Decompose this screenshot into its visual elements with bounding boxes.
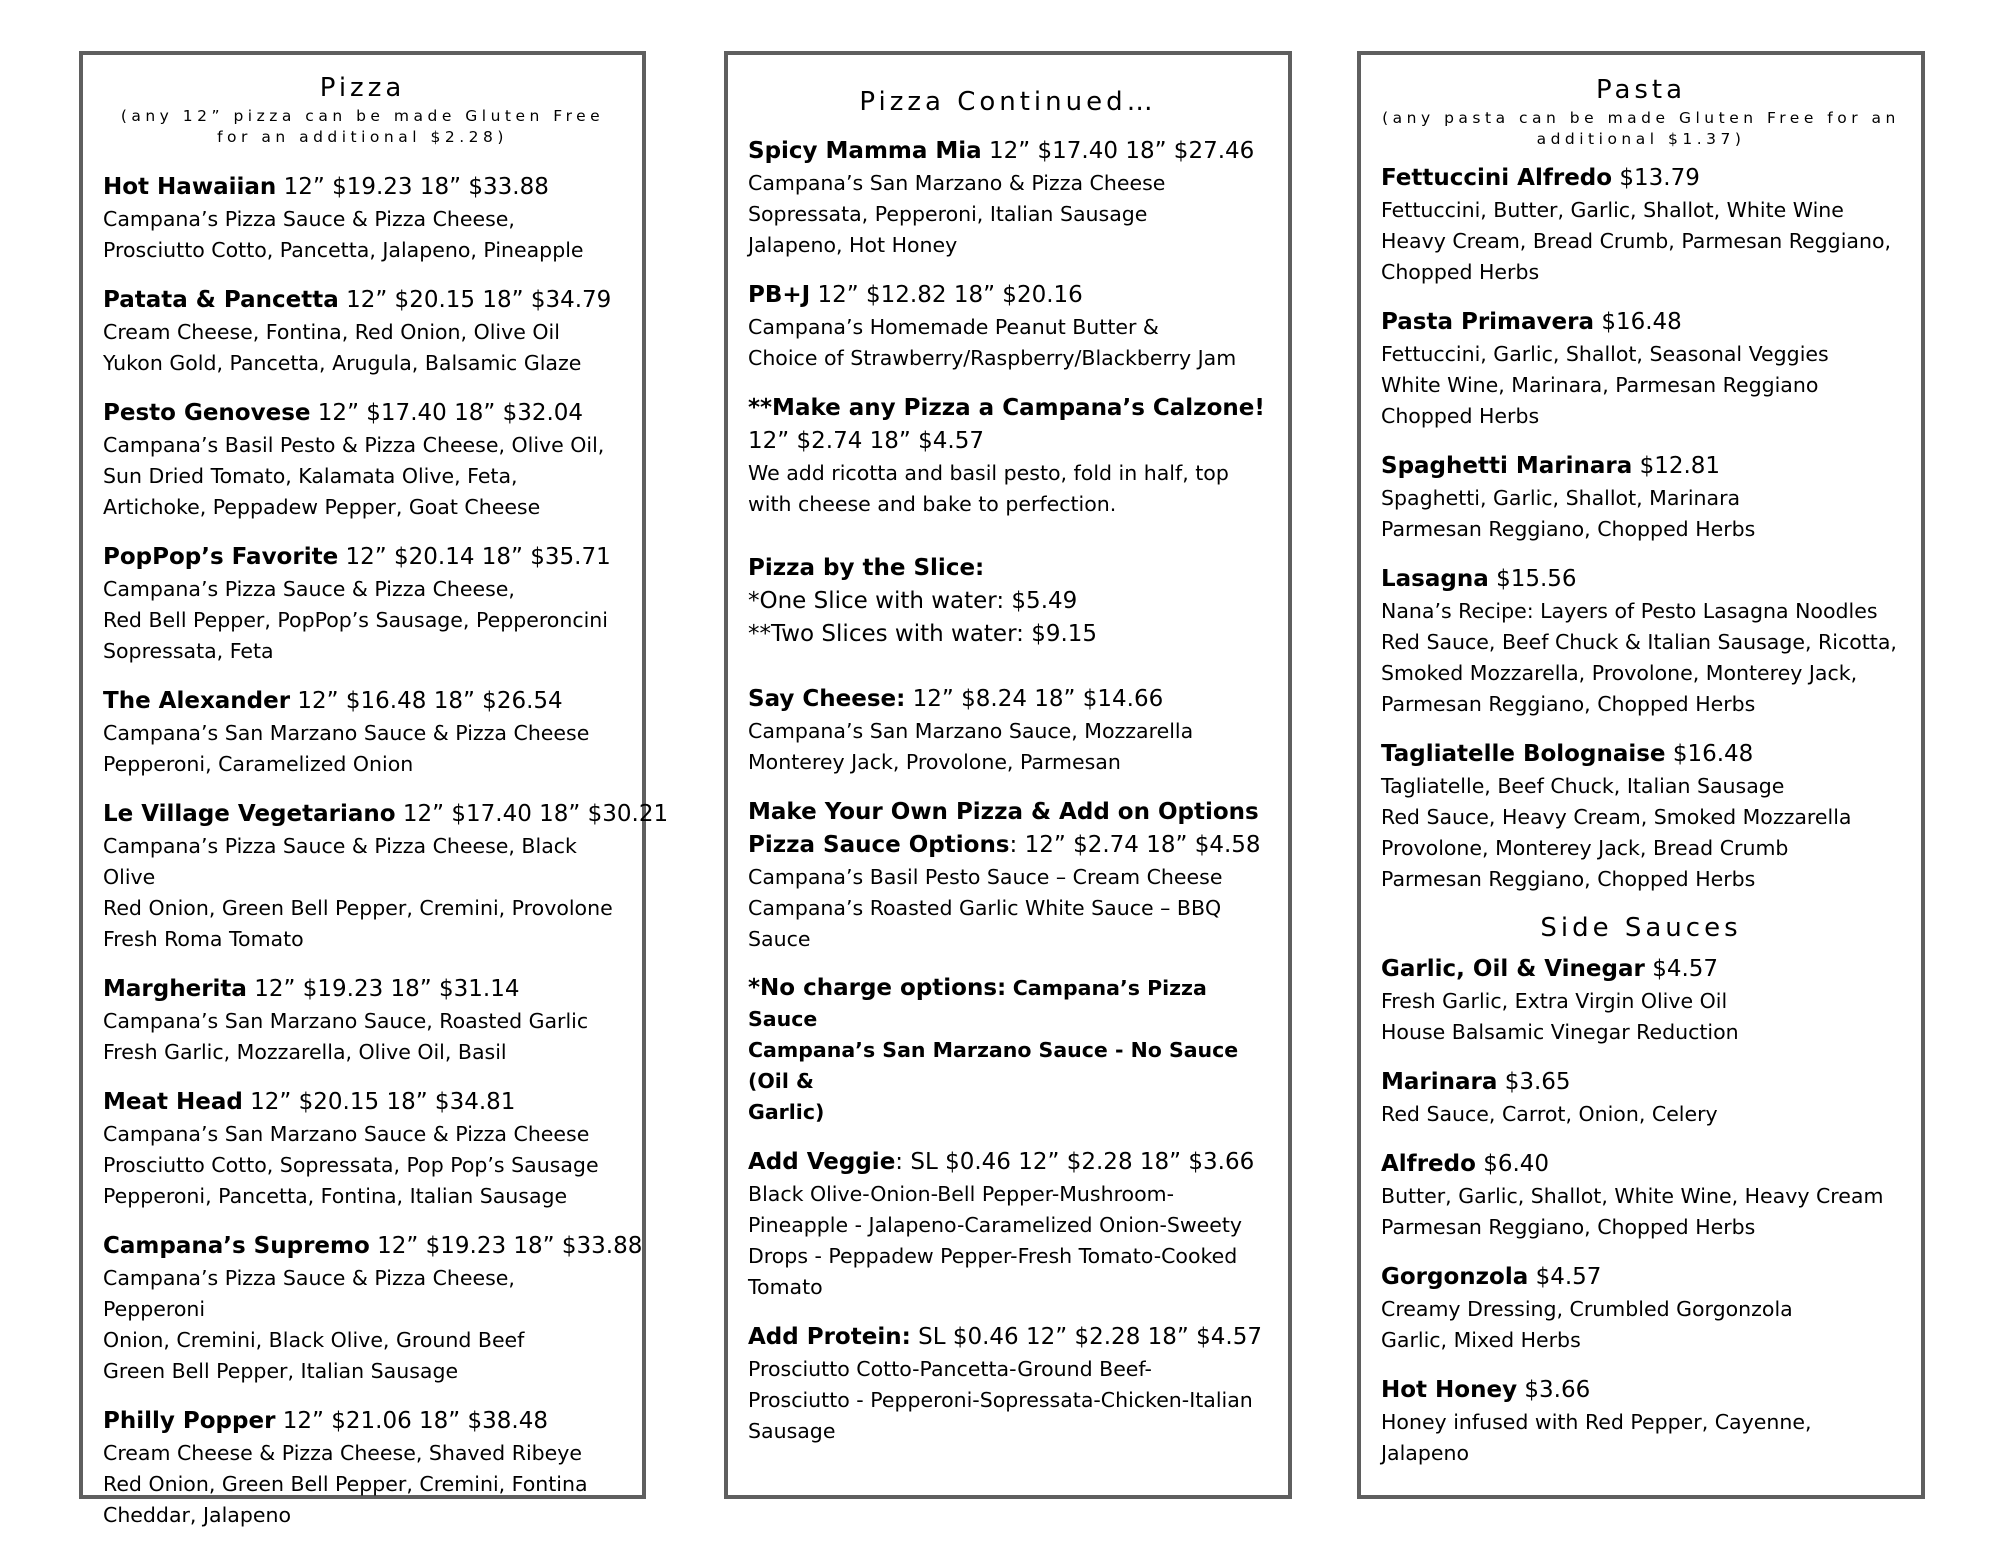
menu-item (1381, 1148, 1901, 1243)
item-name: Pasta Primavera (1381, 309, 1594, 335)
item-prices: $16.48 (1672, 741, 1754, 767)
sauce-options-label: Pizza Sauce Options (748, 832, 1010, 858)
item-prices: $4.57 (1535, 1264, 1602, 1290)
menu-item (103, 1086, 622, 1212)
pizza-subtitle: (any 12” pizza can be made Gluten Free for an additional $2.28) (120, 107, 605, 146)
make-your-own-title: Make Your Own Pizza & Add on Options (748, 799, 1259, 825)
item-description: Campana’s Pizza Sauce & Pizza Cheese, Pepperoni Onion, Cremini, Black Olive, Ground Beef Green Bell Pepper, Italian Sausage (103, 1266, 525, 1383)
item-name: The Alexander (103, 688, 291, 714)
item-prices: 12” $19.23 18” $33.88 (377, 1233, 643, 1259)
slice-option (748, 552, 1268, 651)
item-name: Hot Hawaiian (103, 174, 277, 200)
menu-item (1381, 162, 1901, 288)
calzone-option (748, 392, 1268, 520)
item-name: Hot Honey (1381, 1377, 1518, 1403)
item-name: Lasagna (1381, 566, 1489, 592)
add-protein-list: Prosciutto Cotto-Pancetta-Ground Beef- Prosciutto - Pepperoni-Sopressata-Chicken-Italian Sausage (748, 1357, 1253, 1443)
no-charge-label: *No charge options: (748, 975, 1007, 1001)
add-protein-prices: SL $0.46 12” $2.28 18” $4.57 (910, 1324, 1262, 1350)
pizza-title: Pizza (319, 73, 406, 103)
item-description: Fettuccini, Garlic, Shallot, Seasonal Veggies White Wine, Marinara, Parmesan Reggiano Chopped Herbs (1381, 342, 1829, 428)
item-description: Creamy Dressing, Crumbled Gorgonzola Garlic, Mixed Herbs (1381, 1297, 1793, 1352)
item-prices: 12” $20.14 18” $35.71 (345, 544, 611, 570)
one-slice-price: *One Slice with water: $5.49 (748, 588, 1078, 614)
add-veggie (748, 1146, 1268, 1303)
item-description: Honey infused with Red Pepper, Cayenne, Jalapeno (1381, 1410, 1812, 1465)
item-name: PB+J (748, 282, 811, 308)
item-prices: 12” $17.40 18” $27.46 (989, 138, 1255, 164)
sauce-options-list: Campana’s Basil Pesto Sauce – Cream Cheese Campana’s Roasted Garlic White Sauce – BBQ Sauce (748, 865, 1223, 951)
item-prices: 12” $20.15 18” $34.79 (346, 287, 612, 313)
item-description: Campana’s Pizza Sauce & Pizza Cheese, Red Bell Pepper, PopPop’s Sausage, Pepperoncini Sopressata, Feta (103, 577, 608, 663)
item-prices: 12” $16.48 18” $26.54 (297, 688, 563, 714)
side-sauces-title: Side Sauces (1540, 913, 1742, 943)
item-description: Campana’s San Marzano Sauce, Roasted Garlic Fresh Garlic, Mozzarella, Olive Oil, Basil (103, 1009, 589, 1064)
item-name: Alfredo (1381, 1151, 1476, 1177)
menu-item (103, 284, 622, 379)
menu-item (1381, 1066, 1901, 1130)
item-description: Campana’s Basil Pesto & Pizza Cheese, Olive Oil, Sun Dried Tomato, Kalamata Olive, Feta, Artichoke, Peppadew Pepper, Goat Cheese (103, 433, 605, 519)
item-prices: 12” $17.40 18” $32.04 (317, 400, 584, 426)
item-prices: 12” $19.23 18” $33.88 (283, 174, 549, 200)
item-description: Campana’s San Marzano Sauce, Mozzarella Monterey Jack, Provolone, Parmesan (748, 719, 1194, 774)
item-name: Pizza by the Slice: (748, 555, 985, 581)
pizza-panel (79, 51, 669, 1527)
pasta-subtitle: (any pasta can be made Gluten Free for an additional $1.37) (1382, 109, 1900, 148)
item-name: **Make any Pizza a Campana’s Calzone! (748, 395, 1265, 421)
menu-item (103, 798, 669, 955)
add-protein-label: Add Protein: (748, 1324, 911, 1350)
sauce-options-prices: : 12” $2.74 18” $4.58 (1009, 832, 1261, 858)
item-prices: $12.81 (1639, 453, 1721, 479)
item-prices: 12” $19.23 18” $31.14 (254, 976, 520, 1002)
item-description: Spaghetti, Garlic, Shallot, Marinara Parmesan Reggiano, Chopped Herbs (1381, 486, 1756, 541)
pizza-continued-title: Pizza Continued… (859, 87, 1157, 117)
item-description: Red Sauce, Carrot, Onion, Celery (1381, 1102, 1718, 1126)
pizza-continued-panel (724, 51, 1292, 1499)
item-description: Butter, Garlic, Shallot, White Wine, Heavy Cream Parmesan Reggiano, Chopped Herbs (1381, 1184, 1884, 1239)
item-description: Campana’s Homemade Peanut Butter & Choice of Strawberry/Raspberry/Blackberry Jam (748, 315, 1237, 370)
item-prices: $16.48 (1601, 309, 1682, 335)
menu-item (103, 171, 622, 266)
item-name: PopPop’s Favorite (103, 544, 339, 570)
menu-item (103, 685, 622, 780)
item-prices: $3.65 (1504, 1069, 1571, 1095)
item-name: Spicy Mamma Mia (748, 138, 982, 164)
item-description: Cream Cheese & Pizza Cheese, Shaved Ribeye Red Onion, Green Bell Pepper, Cremini, Fontina Cheddar, Jalapeno (103, 1441, 588, 1527)
item-description: We add ricotta and basil pesto, fold in half, top with cheese and bake to perfection. (748, 461, 1229, 516)
item-prices: 12” $21.06 18” $38.48 (282, 1408, 548, 1434)
menu-item (103, 973, 622, 1068)
item-description: Campana’s Pizza Sauce & Pizza Cheese, Black Olive Red Onion, Green Bell Pepper, Cremini, Provolone Fresh Roma Tomato (103, 834, 613, 951)
menu-item (1381, 738, 1901, 895)
item-name: Gorgonzola (1381, 1264, 1529, 1290)
no-charge-text: Campana’s Pizza Sauce Campana’s San Marzano Sauce - No Sauce (Oil & Garlic) (748, 976, 1239, 1124)
menu-item (748, 279, 1268, 374)
item-name: Tagliatelle Bolognaise (1381, 741, 1666, 767)
item-description: Campana’s San Marzano & Pizza Cheese Sopressata, Pepperoni, Italian Sausage Jalapeno, Hot Honey (748, 171, 1166, 257)
item-prices: $6.40 (1483, 1151, 1550, 1177)
pasta-panel (1357, 51, 1925, 1499)
menu-item (748, 135, 1268, 261)
item-name: Pesto Genovese (103, 400, 311, 426)
menu-item (1381, 306, 1901, 432)
item-name: Patata & Pancetta (103, 287, 339, 313)
menu-item (1381, 1374, 1901, 1469)
two-slice-price: **Two Slices with water: $9.15 (748, 621, 1098, 647)
no-charge-options (748, 973, 1268, 1128)
item-description: Campana’s San Marzano Sauce & Pizza Cheese Pepperoni, Caramelized Onion (103, 721, 590, 776)
item-description: Campana’s Pizza Sauce & Pizza Cheese, Prosciutto Cotto, Pancetta, Jalapeno, Pineapple (103, 207, 584, 262)
menu-item (103, 1405, 622, 1531)
item-prices: $13.79 (1619, 165, 1700, 191)
menu-item (1381, 563, 1901, 720)
add-veggie-list: Black Olive-Onion-Bell Pepper-Mushroom- Pineapple - Jalapeno-Caramelized Onion-Sweety Drops - Peppadew Pepper-Fresh Tomato-Cooked Tomato (748, 1182, 1243, 1299)
item-description: Nana’s Recipe: Layers of Pesto Lasagna Noodles Red Sauce, Beef Chuck & Italian Sausage, Ricotta, Smoked Mozzarella, Provolone, Monterey Jack, Parmesan Reggiano, Chopped Herbs (1381, 599, 1897, 716)
menu-item (1381, 953, 1901, 1048)
menu-item (748, 683, 1268, 778)
item-name: Philly Popper (103, 1408, 276, 1434)
item-prices: 12” $2.74 18” $4.57 (748, 428, 984, 454)
add-veggie-label: Add Veggie (748, 1149, 896, 1175)
item-name: Spaghetti Marinara (1381, 453, 1633, 479)
item-name: Marinara (1381, 1069, 1498, 1095)
menu-item (1381, 450, 1901, 545)
item-name: Margherita (103, 976, 247, 1002)
menu-item (103, 1230, 643, 1387)
menu-item (103, 397, 622, 523)
item-description: Fresh Garlic, Extra Virgin Olive Oil House Balsamic Vinegar Reduction (1381, 989, 1739, 1044)
item-name: Fettuccini Alfredo (1381, 165, 1613, 191)
menu-item (1381, 1261, 1901, 1356)
item-prices: $3.66 (1524, 1377, 1591, 1403)
item-prices: $15.56 (1496, 566, 1577, 592)
item-prices: 12” $8.24 18” $14.66 (912, 686, 1164, 712)
item-prices: 12” $12.82 18” $20.16 (817, 282, 1083, 308)
item-description: Tagliatelle, Beef Chuck, Italian Sausage Red Sauce, Heavy Cream, Smoked Mozzarella Provolone, Monterey Jack, Bread Crumb Parmesan Reggiano, Chopped Herbs (1381, 774, 1852, 891)
menu-item (103, 541, 622, 667)
pasta-title: Pasta (1595, 75, 1687, 105)
item-name: Campana’s Supremo (103, 1233, 370, 1259)
item-description: Campana’s San Marzano Sauce & Pizza Cheese Prosciutto Cotto, Sopressata, Pop Pop’s Sausage Pepperoni, Pancetta, Fontina, Italian Sausage (103, 1122, 599, 1208)
item-prices: 12” $17.40 18” $30.21 (402, 801, 669, 827)
item-prices: 12” $20.15 18” $34.81 (250, 1089, 516, 1115)
item-name: Garlic, Oil & Vinegar (1381, 956, 1645, 982)
item-name: Le Village Vegetariano (103, 801, 396, 827)
item-description: Cream Cheese, Fontina, Red Onion, Olive Oil Yukon Gold, Pancetta, Arugula, Balsamic Glaze (103, 320, 582, 375)
add-protein (748, 1321, 1268, 1447)
add-veggie-prices: : SL $0.46 12” $2.28 18” $3.66 (895, 1149, 1255, 1175)
make-your-own (748, 796, 1268, 955)
item-prices: $4.57 (1652, 956, 1719, 982)
item-name: Say Cheese: (748, 686, 906, 712)
item-description: Fettuccini, Butter, Garlic, Shallot, White Wine Heavy Cream, Bread Crumb, Parmesan Reggiano, Chopped Herbs (1381, 198, 1892, 284)
item-name: Meat Head (103, 1089, 243, 1115)
